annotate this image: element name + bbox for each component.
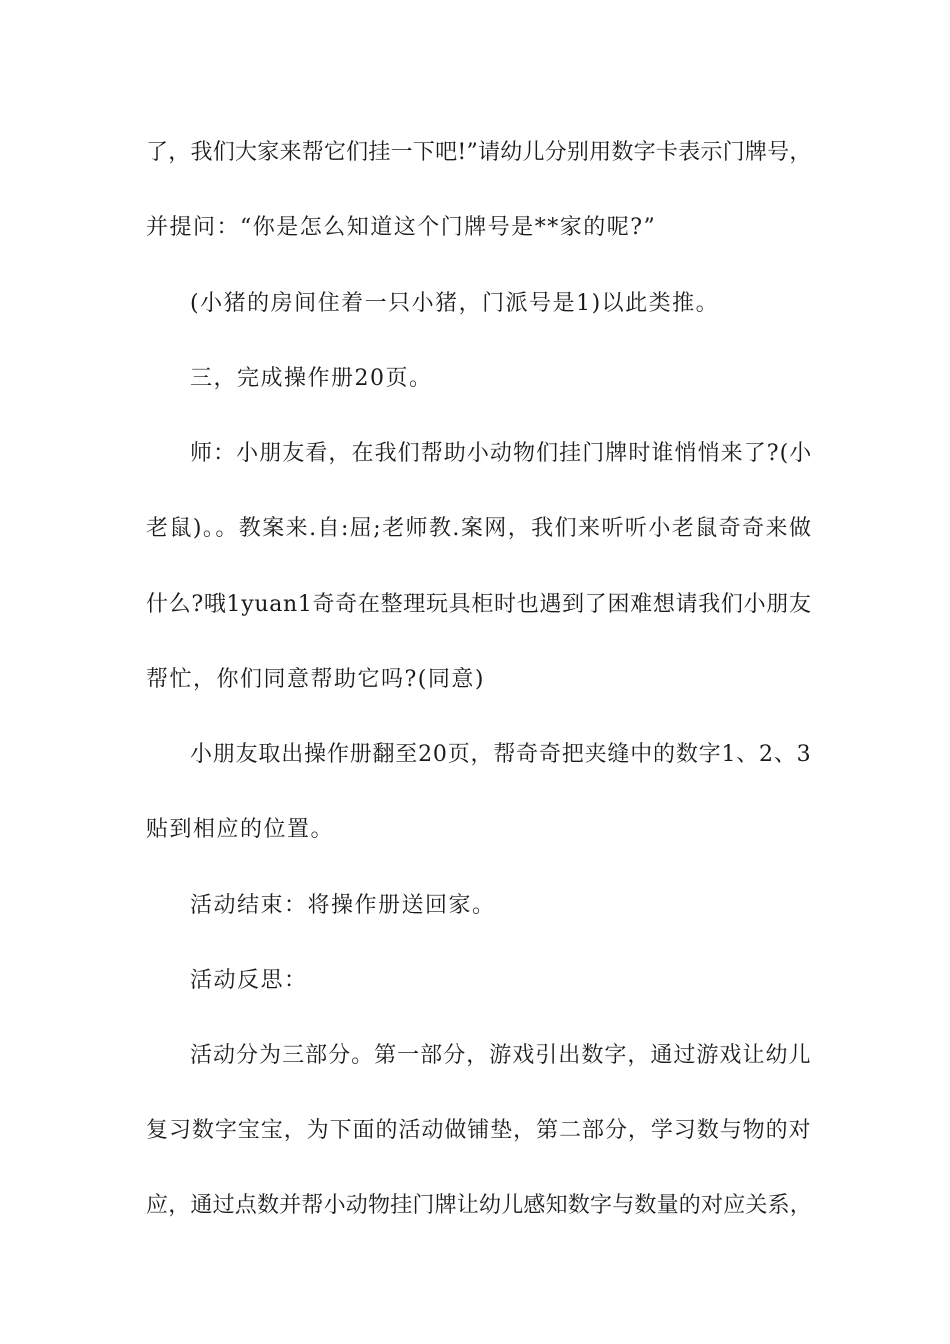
text-line: 活动反思：: [190, 968, 308, 993]
text-line: 老鼠)。。教案来.自:屈;老师教.案网，我们来听听小老鼠奇奇来做: [146, 516, 813, 541]
text-line: 复习数字宝宝，为下面的活动做铺垫，第二部分，学习数与物的对: [146, 1118, 812, 1143]
text-line: 什么?哦1yuan1奇奇在整理玩具柜时也遇到了困难想请我们小朋友: [146, 592, 812, 617]
text-line: 活动结束：将操作册送回家。: [190, 893, 496, 918]
text-line: 了，我们大家来帮它们挂一下吧!”请幼儿分别用数字卡表示门牌号，: [146, 140, 812, 165]
text-line: 贴到相应的位置。: [146, 817, 335, 842]
text-line: (小猪的房间住着一只小猪，门派号是1)以此类推。: [190, 291, 720, 316]
text-line: 三，完成操作册20页。: [190, 366, 433, 391]
text-line: 师：小朋友看，在我们帮助小动物们挂门牌时谁悄悄来了?(小: [190, 441, 813, 466]
text-line: 帮忙，你们同意帮助它吗?(同意): [146, 667, 485, 692]
text-line: 活动分为三部分。第一部分，游戏引出数字，通过游戏让幼儿: [190, 1043, 812, 1068]
text-line: 小朋友取出操作册翻至20页，帮奇奇把夹缝中的数字1、2、3: [190, 742, 812, 767]
text-line: 应，通过点数并帮小动物挂门牌让幼儿感知数字与数量的对应关系，: [146, 1193, 813, 1218]
text-line: 并提问：“你是怎么知道这个门牌号是**家的呢?”: [146, 215, 657, 240]
